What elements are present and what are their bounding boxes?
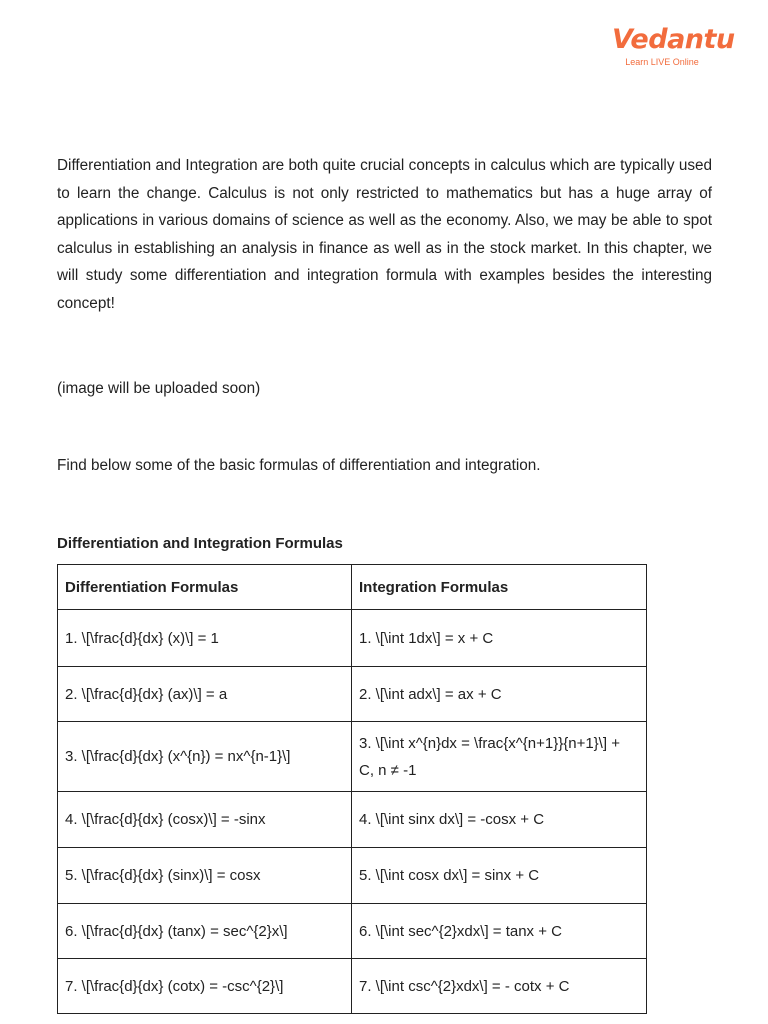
differentiation-formula: 6. \[\frac{d}{dx} (tanx) = sec^{2}x\] [58, 904, 352, 959]
table-header-row [58, 565, 647, 610]
header-differentiation: Differentiation Formulas [58, 565, 352, 610]
differentiation-formula: 1. \[\frac{d}{dx} (x)\] = 1 [58, 610, 352, 667]
integration-formula: 4. \[\int sinx dx\] = -cosx + C [352, 792, 647, 848]
table-row [58, 848, 647, 904]
table-row [58, 904, 647, 959]
image-placeholder-text: (image will be uploaded soon) [57, 380, 261, 397]
formulas-table [57, 564, 647, 1014]
logo-tagline: Learn LIVE Online [625, 57, 699, 67]
logo-wordmark: Vedantu [612, 24, 735, 55]
formulas-intro-text: Find below some of the basic formulas of differentiation and integration. [57, 457, 541, 474]
vedantu-logo [612, 24, 735, 68]
table-title: Differentiation and Integration Formulas [57, 535, 343, 552]
integration-formula: 1. \[\int 1dx\] = x + C [352, 610, 647, 667]
intro-paragraph: Differentiation and Integration are both quite crucial concepts in calculus which are typically used to learn the change. Calculus is not only restricted to mathematics but has a huge array of applications in various domains of science as well as the economy. Also, we may be able to spot calculus in establishing an analysis in finance as well as in the stock market. In this chapter, we will study some differentiation and integration formula with examples besides the interesting concept! [57, 157, 712, 312]
differentiation-formula: 4. \[\frac{d}{dx} (cosx)\] = -sinx [58, 792, 352, 848]
differentiation-formula: 7. \[\frac{d}{dx} (cotx) = -csc^{2}\] [58, 959, 352, 1014]
table-row [58, 667, 647, 722]
integration-formula: 2. \[\int adx\] = ax + C [352, 667, 647, 722]
integration-formula: 7. \[\int csc^{2}xdx\] = - cotx + C [352, 959, 647, 1014]
differentiation-formula: 2. \[\frac{d}{dx} (ax)\] = a [58, 667, 352, 722]
integration-formula: 6. \[\int sec^{2}xdx\] = tanx + C [352, 904, 647, 959]
header-integration: Integration Formulas [352, 565, 647, 610]
table-row [58, 792, 647, 848]
table-row [58, 722, 647, 792]
integration-formula: 3. \[\int x^{n}dx = \frac{x^{n+1}}{n+1}\] + C, n ≠ -1 [352, 722, 647, 792]
differentiation-formula: 5. \[\frac{d}{dx} (sinx)\] = cosx [58, 848, 352, 904]
differentiation-formula: 3. \[\frac{d}{dx} (x^{n}) = nx^{n-1}\] [58, 722, 352, 792]
table-row [58, 959, 647, 1014]
integration-formula: 5. \[\int cosx dx\] = sinx + C [352, 848, 647, 904]
table-row [58, 610, 647, 667]
